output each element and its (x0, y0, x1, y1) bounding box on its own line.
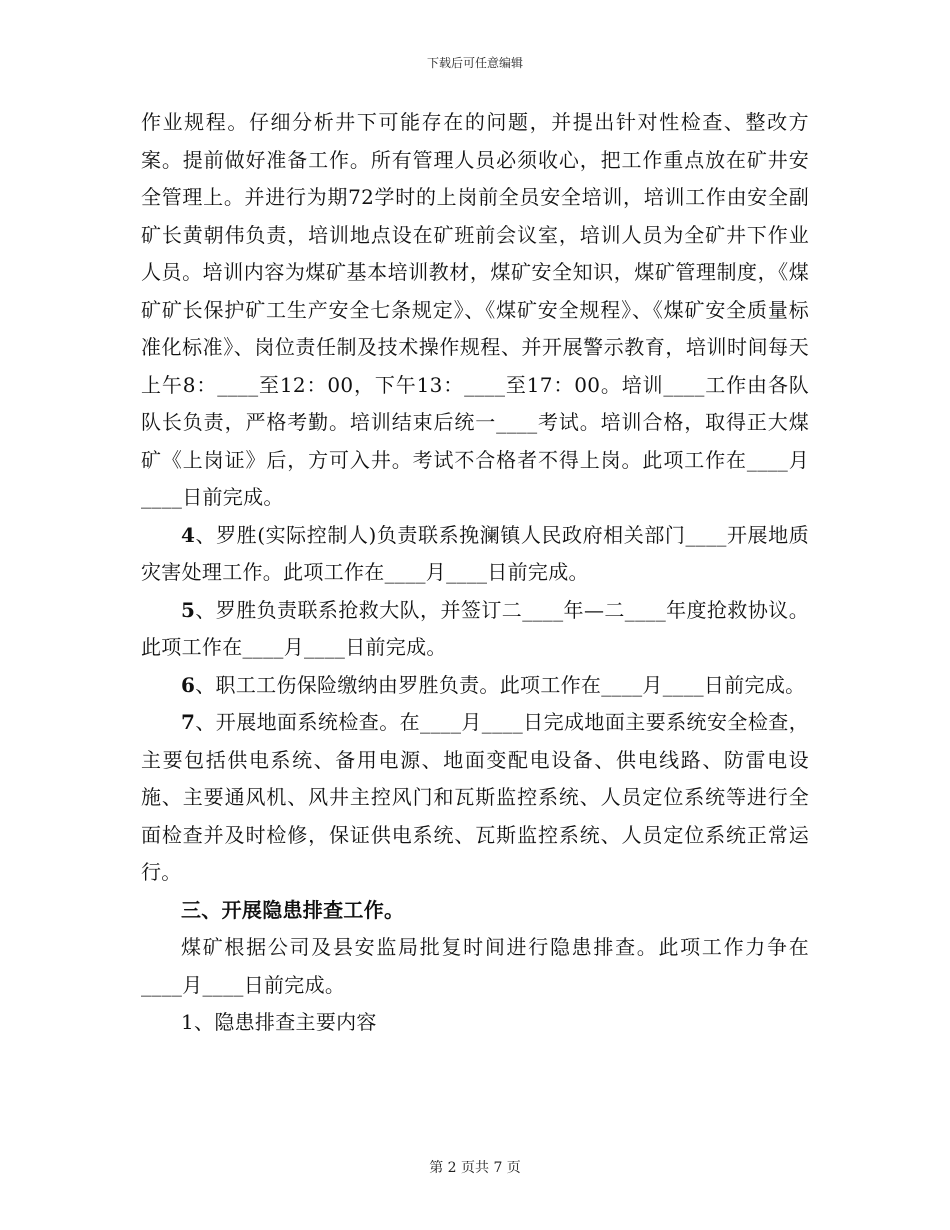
paragraph-item-5 (141, 592, 809, 667)
item-text: 、罗胜负责联系抢救大队，并签订二____年—二____年度抢救协议。此项工作在____月____日前完成。 (141, 597, 809, 659)
item-text: 、罗胜(实际控制人)负责联系挽澜镇人民政府相关部门____开展地质灾害处理工作。此项工作在____月____日前完成。 (141, 522, 809, 584)
paragraph-item-7 (141, 704, 809, 892)
item-number: 5 (181, 597, 196, 622)
page-header: 下载后可任意编辑 (426, 56, 523, 70)
section-heading-3: 三、开展隐患排查工作。 (181, 897, 405, 922)
paragraph-section-3-item-1: 1、隐患排查主要内容 (181, 1010, 377, 1034)
item-number: 4 (181, 522, 196, 547)
item-text: 、职工工伤保险缴纳由罗胜负责。此项工作在____月____日前完成。 (195, 672, 806, 697)
document-body (141, 104, 809, 1042)
paragraph-training: 作业规程。仔细分析井下可能存在的问题，并提出针对性检查、整改方案。提前做好准备工作。所有管理人员必须收心，把工作重点放在矿井安全管理上。并进行为期72学时的上岗前全员安全培训，培训工作由安全副矿长黄朝伟负责，培训地点设在矿班前会议室，培训人员为全矿井下作业人员。培训内容为煤矿基本培训教材，煤矿安全知识，煤矿管理制度，《煤矿矿长保护矿工生产安全七条规定》、《煤矿安全规程》、《煤矿安全质量标准化标准》、岗位责任制及技术操作规程、并开展警示教育，培训时间每天上午8：____至12：00，下午13：____至17：00。培训____工作由各队队长负责，严格考勤。培训结束后统一____考试。培训合格，取得正大煤矿《上岗证》后，方可入井。考试不合格者不得上岗。此项工作在____月____日前完成。 (141, 110, 809, 509)
item-number: 7 (181, 710, 196, 734)
item-text: 、开展地面系统检查。在____月____日完成地面主要系统安全检查，主要包括供电系统、备用电源、地面变配电设备、供电线路、防雷电设施、主要通风机、风井主控风门和瓦斯监控系统、人员定位系统等进行全面检查并及时检修，保证供电系统、瓦斯监控系统、人员定位系统正常运行。 (141, 710, 809, 884)
paragraph-item-4 (141, 517, 809, 592)
page-footer: 第 2 页共 7 页 (429, 1160, 521, 1176)
item-number: 6 (181, 672, 196, 697)
paragraph-item-6 (141, 667, 809, 705)
paragraph-section-3-body: 煤矿根据公司及县安监局批复时间进行隐患排查。此项工作力争在____月____日前完成。 (141, 935, 809, 997)
